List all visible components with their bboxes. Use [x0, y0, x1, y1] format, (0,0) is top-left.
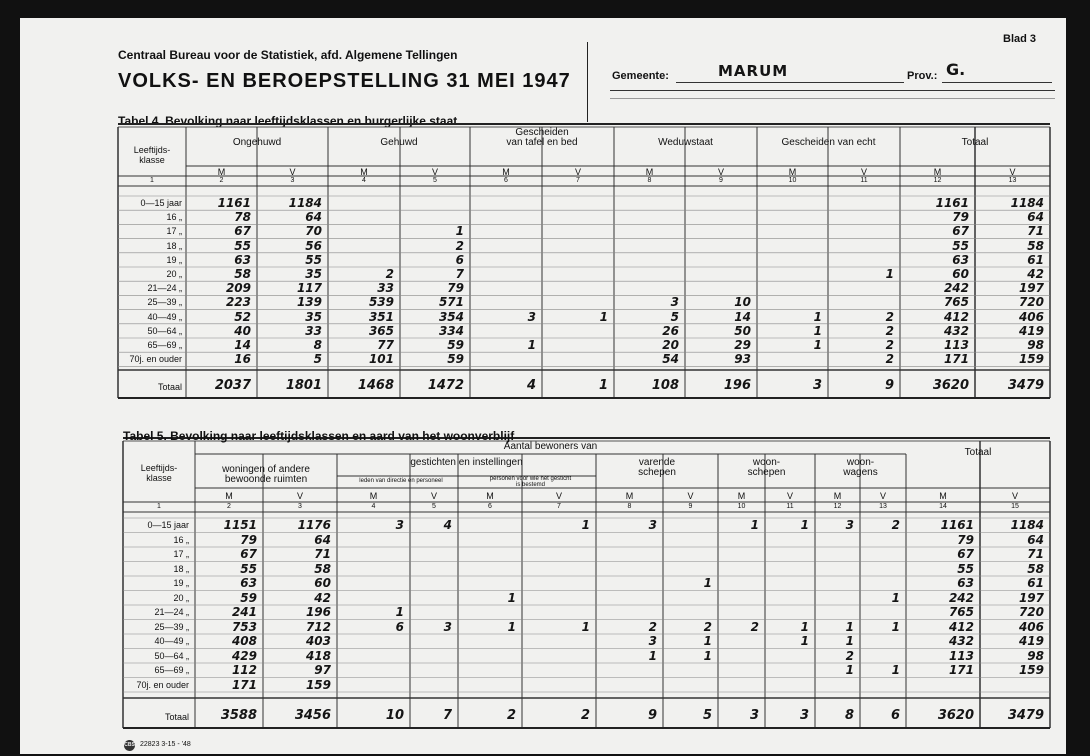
tabel5-cell: 1: [507, 619, 516, 634]
tabel5-cell: 2: [648, 619, 657, 634]
tabel5-cell: 171: [948, 663, 974, 677]
tabel5-sub-header: V: [1011, 491, 1018, 501]
tabel5-row-header: Leeftijds- klasse: [140, 463, 178, 483]
tabel4-cell: 209: [225, 281, 251, 296]
tabel5-cell: 241: [231, 605, 257, 619]
tabel4-sub-header: M: [502, 167, 510, 177]
tabel4-row-label: 20 „: [166, 269, 182, 279]
tabel4-cell: 8: [313, 338, 322, 352]
tabel4-sub-header: V: [860, 167, 867, 177]
tabel4-group-header: Weduwstaat: [658, 137, 713, 148]
tabel4-col-number: 12: [933, 177, 942, 184]
tabel5-cell: 67: [957, 547, 974, 561]
tabel4-sub-header: V: [431, 167, 438, 177]
tabel4-total-cell: 108: [651, 378, 679, 393]
tabel4-row-label: 70j. en ouder: [129, 354, 182, 365]
tabel5-cell: 67: [240, 547, 257, 561]
tabel5-total-cell: 2: [506, 708, 516, 723]
tabel4-row-label: 50—64 „: [147, 325, 182, 336]
tabel4-title: Tabel 4. Bevolking naar leeftijdsklassen en burgerlijke staat: [118, 114, 458, 128]
tabel5-cell: 1176: [297, 518, 331, 532]
tabel5-col-number: 13: [879, 503, 887, 510]
tabel5-cell: 1: [891, 619, 900, 634]
tabel4-row-label: 18 „: [166, 240, 182, 251]
tabel4-sub-header: V: [1009, 167, 1016, 177]
tabel4-cell: 2: [885, 352, 894, 367]
tabel4-total-cell: 2037: [214, 378, 251, 393]
tabel4-cell: 223: [225, 295, 251, 310]
tabel5-cell: 1: [891, 663, 900, 677]
tabel5-total-cell: 3588: [220, 708, 257, 723]
tabel5-cell: 79: [240, 532, 257, 547]
tabel5-cell: 63: [240, 576, 257, 590]
tabel4-cell: 365: [368, 323, 394, 338]
tabel4-cell: 2: [385, 267, 394, 281]
tabel5-cell: 1: [581, 518, 590, 532]
tabel4-col-number: 1: [150, 177, 154, 184]
tabel5-cell: 1: [845, 619, 854, 634]
tabel4-cell: 67: [952, 224, 969, 239]
tabel5-cell: 6: [395, 619, 404, 634]
tabel5-cell: 429: [231, 648, 257, 663]
tabel4-group-header: Gescheiden van echt: [781, 137, 876, 148]
tabel4-cell: 77: [377, 338, 394, 352]
tabel4-cell: 197: [1018, 281, 1044, 296]
tabel4-row-label: 25—39 „: [147, 297, 182, 308]
tabel4-cell: 2: [885, 338, 894, 352]
prov-value: G.: [946, 60, 966, 79]
tabel4-cell: 406: [1018, 309, 1044, 324]
tabel4-col-number: 4: [362, 177, 366, 184]
tabel5-total-cell: 3456: [294, 708, 331, 723]
tabel5-cell: 1: [395, 605, 404, 619]
tabel4-cell: 40: [234, 323, 251, 338]
tabel5-group-header: woningen of andere bewoonde ruimten: [222, 464, 310, 485]
tabel5-cell: 1: [845, 634, 854, 648]
tabel5-cell: 196: [305, 605, 331, 619]
tabel4-cell: 539: [368, 295, 394, 310]
tabel5-sub-header: M: [486, 491, 494, 501]
tabel5-cell: 1: [703, 576, 712, 590]
tabel5-cell: 720: [1018, 605, 1044, 619]
tabel5-cell: 55: [240, 561, 257, 576]
tabel5-col-number: 5: [432, 503, 436, 510]
tabel5-sub-header: V: [296, 491, 303, 501]
tabel5-sub-header: V: [555, 491, 562, 501]
print-code: 22823 3-15 - '48: [140, 741, 191, 748]
tabel4-cell: 3: [527, 309, 536, 324]
tabel4-cell: 5: [313, 352, 322, 367]
tabel5-cell: 2: [891, 518, 900, 532]
tabel4-cell: 14: [234, 338, 251, 352]
tabel4-sub-header: M: [933, 167, 942, 177]
tabel5-col-number: 6: [488, 503, 492, 510]
tabel5-total-cell: 8: [844, 708, 854, 723]
tabel4-cell: 63: [952, 252, 969, 267]
tabel4-group-header: Gehuwd: [380, 137, 418, 148]
tabel4-group-header: Totaal: [961, 137, 989, 148]
tabel5-cell: 159: [305, 677, 331, 692]
tabel4-cell: 354: [438, 309, 464, 324]
tabel5-gestichten-header: gestichten en instellingen: [410, 457, 523, 468]
tabel4-row-label: 19 „: [166, 254, 182, 265]
tabel4-cell: 33: [377, 281, 394, 296]
tabel5-cell: 197: [1018, 590, 1044, 605]
tabel5-group-header: woon- wagens: [843, 457, 878, 478]
tabel4-total-cell: 9: [884, 378, 894, 393]
tabel5-row-label: 50—64 „: [154, 650, 189, 661]
tabel5-cell: 3: [443, 619, 452, 634]
tabel4-sub-header: M: [217, 167, 226, 177]
tabel4-cell: 1: [527, 338, 536, 352]
tabel5-total-cell: 5: [702, 708, 712, 723]
tabel5-cell: 1: [648, 648, 657, 663]
tabel5-cell: 113: [948, 648, 974, 663]
tabel5-col-number: 7: [557, 503, 561, 510]
tabel5-cell: 42: [314, 590, 331, 605]
tabel5-col-number: 11: [786, 503, 794, 510]
tabel5-cell: 71: [314, 547, 331, 561]
tabel5-cell: 97: [314, 663, 331, 677]
tabel4-row-label: 65—69 „: [147, 340, 182, 350]
tabel5-cell: 79: [957, 532, 974, 547]
tabel4-cell: 139: [296, 295, 322, 310]
tabel4-col-number: 2: [219, 177, 224, 184]
tabel4-cell: 432: [943, 323, 969, 338]
tabel4-cell: 2: [885, 323, 894, 338]
tabel4-cell: 242: [943, 281, 969, 296]
tabel5-cell: 1: [845, 663, 854, 677]
tabel4-total-cell: 3479: [1007, 378, 1044, 393]
tabel4-cell: 117: [296, 281, 322, 296]
tabel5-cell: 408: [231, 634, 257, 648]
tabel4-cell: 2: [885, 309, 894, 324]
tabel4-col-number: 3: [290, 177, 295, 184]
tabel5-cell: 58: [314, 561, 331, 576]
tabel4-cell: 79: [447, 281, 464, 296]
tabel4-row-label: 16 „: [166, 212, 182, 223]
tabel4-cell: 71: [1027, 224, 1044, 239]
tabel5-aantal-header: Aantal bewoners van: [503, 441, 598, 452]
tabel5-group-header: Totaal: [964, 447, 992, 458]
tabel5-total-cell: 3: [799, 708, 809, 723]
tabel4-cell: 3: [670, 295, 679, 310]
tabel4-group-header: Ongehuwd: [232, 137, 282, 148]
tabel5-col-number: 2: [227, 503, 231, 510]
tabel5-sub-header: M: [833, 491, 842, 501]
tabel5-total-cell: 2: [580, 708, 590, 723]
tabel5-cell: 753: [231, 619, 257, 634]
tabel4-cell: 55: [952, 238, 969, 253]
tabel4-row-label: 17 „: [166, 226, 182, 237]
tabel5-cell: 1: [750, 518, 759, 532]
census-form-sheet: [20, 18, 1066, 754]
tabel4-cell: 55: [305, 252, 322, 267]
tabel4-total-cell: 196: [723, 378, 751, 393]
tabel4-cell: 1184: [288, 196, 322, 210]
tabel4-total-cell: 3620: [932, 378, 969, 393]
tabel5-total-cell: 6: [890, 708, 900, 723]
tabel5-title: Tabel 5. Bevolking naar leeftijdsklassen en aard van het woonverblijf: [123, 429, 515, 443]
tabel4-cell: 61: [1027, 252, 1044, 267]
tabel5-sub-personen: personen voor wie het gesticht is bestemd: [489, 476, 572, 488]
tabel5-cell: 159: [1018, 663, 1044, 677]
tabel4-sub-header: V: [289, 167, 296, 177]
tabel5-cell: 1: [507, 590, 516, 605]
tabel4-cell: 1: [813, 338, 822, 352]
tabel5-col-number: 9: [688, 503, 693, 510]
tabel5-row-label: 0—15 jaar: [147, 520, 189, 530]
tabel5-cell: 419: [1018, 634, 1044, 648]
tabel4-cell: 29: [734, 338, 751, 352]
tabel5-sub-header: M: [737, 491, 746, 501]
tabel4-cell: 64: [1027, 210, 1044, 225]
tabel5-col-number: 3: [298, 503, 302, 510]
tabel5-cell: 4: [443, 518, 452, 532]
tabel5-total-cell: 3479: [1007, 708, 1044, 723]
tabel5-col-number: 8: [627, 503, 632, 510]
tabel5-row-label: 65—69 „: [154, 665, 189, 675]
tabel5-col-number: 1: [157, 503, 161, 510]
tabel4-cell: 64: [305, 210, 322, 225]
tabel5-cell: 2: [845, 648, 854, 663]
tabel5-sub-header: V: [687, 491, 694, 501]
tabel4-cell: 33: [305, 323, 322, 338]
tabel5-cell: 412: [948, 619, 974, 634]
tabel5-cell: 1: [800, 518, 809, 532]
tabel5-cell: 61: [1027, 576, 1044, 590]
tabel4-sub-header: M: [788, 167, 797, 177]
tabel4-cell: 42: [1027, 267, 1044, 281]
tabel5-cell: 2: [703, 619, 712, 634]
tabel4-row-label: 40—49 „: [147, 311, 182, 322]
tabel4-cell: 16: [234, 352, 251, 367]
tabel4-col-number: 6: [504, 177, 508, 184]
tabel4-cell: 101: [368, 352, 394, 367]
tabel5-sub-header: M: [369, 491, 378, 501]
tabel4-cell: 59: [447, 352, 464, 367]
tabel5-cell: 432: [948, 634, 974, 648]
tabel4-cell: 63: [234, 252, 251, 267]
tabel5-cell: 98: [1027, 648, 1044, 663]
tabel4-sub-header: V: [717, 167, 724, 177]
tabel4-cell: 113: [943, 338, 969, 352]
gemeente-value: MARUM: [718, 62, 789, 80]
tabel5-row-label: 25—39 „: [154, 621, 189, 632]
tabel4-cell: 412: [943, 309, 969, 324]
tabel4-col-number: 8: [647, 177, 652, 184]
tabel4-cell: 351: [368, 309, 394, 324]
tabel4-sub-header: M: [645, 167, 654, 177]
tabel4-cell: 6: [455, 252, 464, 267]
tabel4-cell: 1: [885, 267, 894, 281]
tabel4-cell: 720: [1018, 295, 1044, 310]
tabel5-col-number: 12: [833, 503, 842, 510]
tabel5-cell: 60: [314, 576, 331, 590]
tabel4-col-number: 9: [719, 177, 723, 184]
tabel4-total-label: Totaal: [157, 382, 182, 392]
tabel4-col-number: 5: [433, 177, 437, 184]
tabel5-sub-leden: leden van directie en personeel: [359, 478, 443, 484]
tabel4-total-cell: 1801: [285, 378, 322, 393]
tabel5-cell: 112: [231, 663, 257, 677]
tabel4-cell: 58: [1027, 238, 1044, 253]
tabel5-cell: 171: [231, 677, 257, 692]
tabel5-sub-header: V: [430, 491, 437, 501]
tabel5-col-number: 4: [371, 503, 376, 510]
tabel5-cell: 3: [648, 518, 657, 532]
tabel5-cell: 1: [800, 634, 809, 648]
tabel4-cell: 70: [305, 224, 322, 239]
tabel5-col-number: 14: [939, 503, 947, 510]
tabel4-total-cell: 1: [598, 378, 608, 393]
tabel5-total-cell: 10: [385, 708, 404, 723]
tabel5-cell: 64: [1027, 532, 1044, 547]
tabel4-cell: 67: [234, 224, 251, 239]
tabel4-cell: 1: [455, 224, 464, 239]
tabel4-cell: 54: [662, 352, 679, 367]
tabel4-cell: 5: [670, 309, 679, 324]
tabel5-sub-header: V: [786, 491, 793, 501]
tabel4-cell: 26: [662, 323, 679, 338]
tabel5-cell: 242: [948, 590, 974, 605]
tabel5-cell: 1: [703, 634, 712, 648]
tabel4-cell: 58: [234, 267, 251, 281]
tabel4-cell: 59: [447, 338, 464, 352]
tabel4-col-number: 7: [576, 177, 580, 184]
tabel5-cell: 1: [581, 619, 590, 634]
tabel5-sub-header: M: [225, 491, 233, 501]
tabel4-row-label: 0—15 jaar: [140, 198, 182, 208]
tabel4-cell: 35: [305, 267, 322, 281]
tabel4-cell: 1: [813, 309, 822, 324]
tabel5-group-header: woon- schepen: [747, 457, 786, 478]
tabel5-cell: 418: [305, 648, 331, 663]
tabel5-sub-header: V: [879, 491, 886, 501]
tabel5-cell: 406: [1018, 619, 1044, 634]
tabel4-total-cell: 1472: [427, 378, 464, 393]
tabel4-sub-header: M: [360, 167, 368, 177]
tabel5-cell: 71: [1027, 547, 1044, 561]
tabel4-cell: 79: [952, 210, 969, 225]
tabel5-total-cell: 9: [647, 708, 657, 723]
tabel5-row-label: 20 „: [173, 592, 189, 603]
tabel5-total-cell: 7: [442, 708, 452, 723]
tabel5-row-label: 16 „: [173, 534, 189, 545]
tabel5-sub-header: M: [939, 491, 947, 501]
tabel4-col-number: 13: [1008, 177, 1017, 184]
tabel4-cell: 171: [943, 352, 969, 367]
tabel4-total-cell: 4: [526, 378, 536, 393]
tabel5-sub-header: M: [625, 491, 634, 501]
form-title: VOLKS- EN BEROEPSTELLING 31 MEI 1947: [118, 70, 571, 92]
tabel4-cell: 334: [438, 323, 464, 338]
tabel4-col-number: 11: [860, 177, 868, 184]
tabel4-cell: 765: [943, 295, 969, 310]
tabel5-total-cell: 3620: [937, 708, 974, 723]
tabel4-cell: 14: [734, 309, 751, 324]
tabel5-row-label: 40—49 „: [154, 636, 189, 646]
tabel5-cell: 403: [305, 634, 331, 648]
tabel5-row-label: 18 „: [173, 563, 189, 574]
tabel5-cell: 2: [750, 619, 759, 634]
tabel5-cell: 765: [948, 605, 974, 619]
tabel5-row-label: 19 „: [173, 578, 189, 588]
tabel4-row-label: 21—24 „: [147, 283, 182, 294]
tabel4-cell: 1184: [1010, 196, 1044, 210]
tabel4-cell: 50: [734, 323, 751, 338]
cbs-logo-icon: CBS: [124, 740, 135, 751]
tabel4-cell: 52: [234, 309, 251, 324]
tabel5-cell: 1151: [223, 518, 257, 532]
tabel4-group-header: Gescheiden van tafel en bed: [506, 127, 578, 148]
prov-label: Prov.:: [907, 70, 938, 82]
tabel4-total-cell: 3: [812, 378, 822, 393]
tabel4-cell: 56: [305, 238, 322, 253]
tabel4-total-cell: 1468: [357, 378, 394, 393]
tabel5-group-header: varende schepen: [638, 457, 676, 478]
tabel5-total-cell: 3: [749, 708, 759, 723]
tabel4-cell: 419: [1018, 323, 1044, 338]
tabel5-cell: 3: [845, 518, 854, 532]
tabel4-cell: 571: [438, 295, 464, 310]
tabel5-cell: 64: [314, 532, 331, 547]
tabel4-row-header: Leeftijds- klasse: [133, 145, 171, 165]
tabel5-cell: 712: [305, 619, 331, 634]
tabel5-col-number: 10: [737, 503, 746, 510]
gemeente-label: Gemeente:: [612, 70, 669, 82]
tabel4-cell: 1: [813, 323, 822, 338]
tabel4-col-number: 10: [788, 177, 797, 184]
tabel5-total-label: Totaal: [164, 712, 189, 722]
tabel4-cell: 159: [1018, 352, 1044, 367]
page-number: Blad 3: [1003, 33, 1037, 45]
tabel5-cell: 3: [395, 518, 404, 532]
tabel5-cell: 1161: [940, 518, 974, 532]
bureau-line: Centraal Bureau voor de Statistiek, afd. Algemene Tellingen: [118, 48, 458, 62]
tabel4-cell: 20: [662, 338, 679, 352]
tabel5-row-label: 21—24 „: [154, 607, 189, 617]
tabel5-cell: 59: [240, 590, 257, 605]
tabel4-cell: 60: [952, 267, 969, 281]
tabel5-col-number: 15: [1011, 503, 1019, 510]
tabel5-cell: 1184: [1010, 518, 1044, 532]
tabel4-cell: 55: [234, 238, 251, 253]
tabel4-cell: 93: [734, 352, 751, 367]
tabel4-cell: 1: [599, 309, 608, 324]
tabel4-sub-header: V: [574, 167, 581, 177]
tabel5-cell: 1: [800, 619, 809, 634]
tabel5-cell: 55: [957, 561, 974, 576]
tabel4-cell: 7: [455, 267, 464, 281]
tabel5-cell: 63: [957, 576, 974, 590]
tabel5-row-label: 17 „: [173, 549, 189, 559]
tabel4-cell: 1161: [935, 196, 969, 210]
tabel5-row-label: 70j. en ouder: [136, 679, 189, 690]
tabel4-cell: 1161: [217, 196, 251, 210]
tabel4-cell: 10: [734, 295, 751, 310]
tabel5-cell: 1: [703, 648, 712, 663]
tabel4-cell: 98: [1027, 338, 1044, 352]
tabel5-cell: 3: [648, 634, 657, 648]
tabel5-cell: 58: [1027, 561, 1044, 576]
tabel4-cell: 2: [455, 238, 464, 253]
tabel4-cell: 35: [305, 309, 322, 324]
tabel4-cell: 78: [234, 210, 251, 225]
tabel5-cell: 1: [891, 590, 900, 605]
